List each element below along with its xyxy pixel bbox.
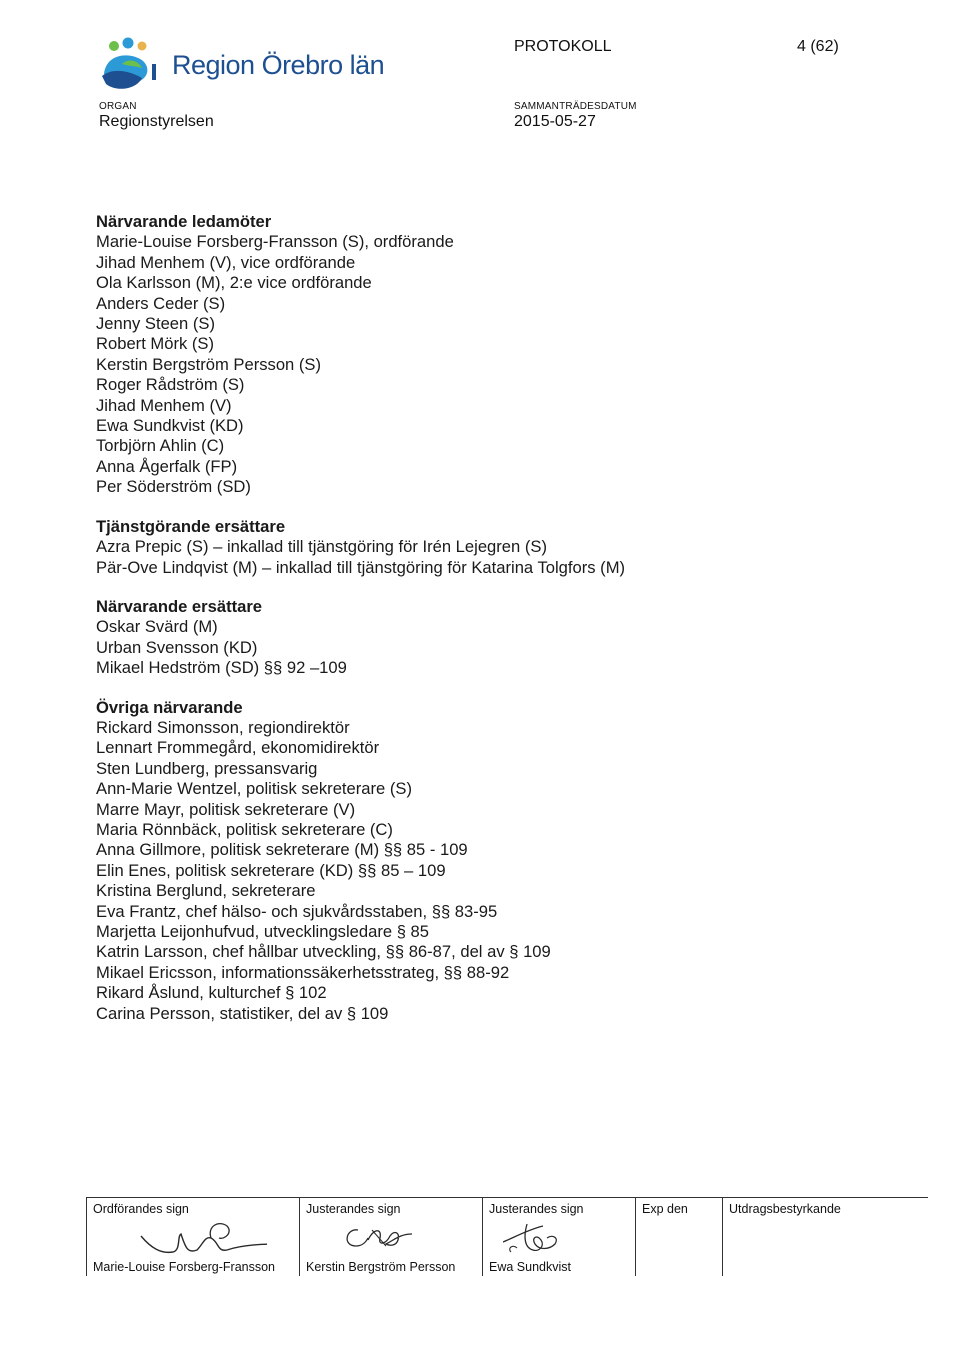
list-item: Ola Karlsson (M), 2:e vice ordförande (96, 273, 372, 293)
handwritten-signature-icon (107, 1216, 267, 1265)
list-item: Per Söderström (SD) (96, 477, 251, 497)
list-item: Mikael Ericsson, informationssäkerhetsstrateg, §§ 88-92 (96, 962, 510, 982)
list-item: Lennart Frommegård, ekonomidirektör (96, 738, 380, 758)
signature-cell-chair (86, 1198, 299, 1276)
list-item: Torbjörn Ahlin (C) (96, 436, 225, 456)
signatory-name: Kerstin Bergström Persson (306, 1260, 456, 1274)
signature-heading: Utdragsbestyrkande (729, 1202, 841, 1216)
list-item: Kerstin Bergström Persson (S) (96, 354, 322, 374)
signature-heading: Justerandes sign (489, 1202, 584, 1216)
attendance-list (96, 212, 896, 1043)
section-title: Närvarande ledamöter (96, 212, 272, 231)
list-item: Robert Mörk (S) (96, 334, 215, 354)
signature-heading: Exp den (642, 1202, 688, 1216)
list-item: Azra Prepic (S) – inkallad till tjänstgöring för Irén Lejegren (S) (96, 537, 547, 557)
list-item: Anna Ågerfalk (FP) (96, 456, 238, 476)
list-item: Jihad Menhem (V), vice ordförande (96, 252, 356, 272)
list-item: Oskar Svärd (M) (96, 617, 218, 637)
region-orebro-logo-icon (98, 34, 164, 98)
list-item: Roger Rådström (S) (96, 375, 245, 395)
list-item: Mikael Hedström (SD) §§ 92 –109 (96, 658, 347, 678)
meeting-date-value: 2015-05-27 (514, 113, 596, 130)
section-serving-substitutes (96, 517, 896, 578)
signature-cell-adjuster-2 (482, 1198, 635, 1276)
organ-label: ORGAN (99, 101, 137, 112)
signature-cell-certified-extract (722, 1198, 929, 1276)
list-item: Pär-Ove Lindqvist (M) – inkallad till tjänstgöring för Katarina Tolgfors (M) (96, 557, 626, 577)
section-present-members (96, 212, 896, 498)
handwritten-signature-icon (503, 1216, 593, 1261)
signature-heading: Justerandes sign (306, 1202, 401, 1216)
list-item: Katrin Larsson, chef hållbar utveckling, §§ 86-87, del av § 109 (96, 942, 551, 962)
signature-cell-adjuster-1 (299, 1198, 481, 1276)
signatory-name: Marie-Louise Forsberg-Fransson (93, 1260, 276, 1274)
section-title: Tjänstgörande ersättare (96, 516, 286, 536)
list-item: Marjetta Leijonhufvud, utvecklingsledare § 85 (96, 922, 430, 941)
list-item: Urban Svensson (KD) (96, 637, 258, 657)
list-item: Rickard Simonsson, regiondirektör (96, 717, 350, 737)
list-item: Maria Rönnbäck, politisk sekreterare (C) (96, 819, 393, 839)
list-item: Ewa Sundkvist (KD) (96, 416, 244, 436)
signatory-name: Ewa Sundkvist (489, 1260, 571, 1274)
organ-value: Regionstyrelsen (99, 113, 214, 130)
list-item: Jihad Menhem (V) (96, 395, 232, 415)
list-item: Kristina Berglund, sekreterare (96, 881, 316, 901)
section-title: Övriga närvarande (96, 697, 243, 717)
list-item: Eva Frantz, chef hälso- och sjukvårdsstaben, §§ 83-95 (96, 901, 498, 921)
list-item: Marre Mayr, politisk sekreterare (V) (96, 799, 356, 819)
document-type: PROTOKOLL (514, 38, 612, 55)
section-present-substitutes (96, 597, 896, 679)
page-number: 4 (62) (797, 38, 839, 55)
list-item: Sten Lundberg, pressansvarig (96, 758, 318, 778)
list-item: Jenny Steen (S) (96, 314, 215, 334)
section-others-present (96, 698, 896, 1025)
list-item: Rikard Åslund, kulturchef § 102 (96, 983, 327, 1003)
list-item: Elin Enes, politisk sekreterare (KD) §§ 85 – 109 (96, 860, 446, 880)
list-item: Anna Gillmore, politisk sekreterare (M) §§ 85 - 109 (96, 840, 468, 860)
handwritten-signature-icon (320, 1216, 440, 1259)
signature-cell-exp-date (635, 1198, 721, 1276)
section-title: Närvarande ersättare (96, 596, 263, 616)
list-item: Marie-Louise Forsberg-Fransson (S), ordförande (96, 232, 454, 252)
list-item: Carina Persson, statistiker, del av § 109 (96, 1003, 389, 1023)
signature-heading: Ordförandes sign (93, 1202, 189, 1216)
list-item: Anders Ceder (S) (96, 293, 226, 313)
list-item: Ann-Marie Wentzel, politisk sekreterare (S) (96, 779, 413, 799)
signature-table (86, 1197, 928, 1278)
organization-name: Region Örebro län (172, 50, 385, 80)
meeting-date-label: SAMMANTRÄDESDATUM (514, 101, 637, 112)
